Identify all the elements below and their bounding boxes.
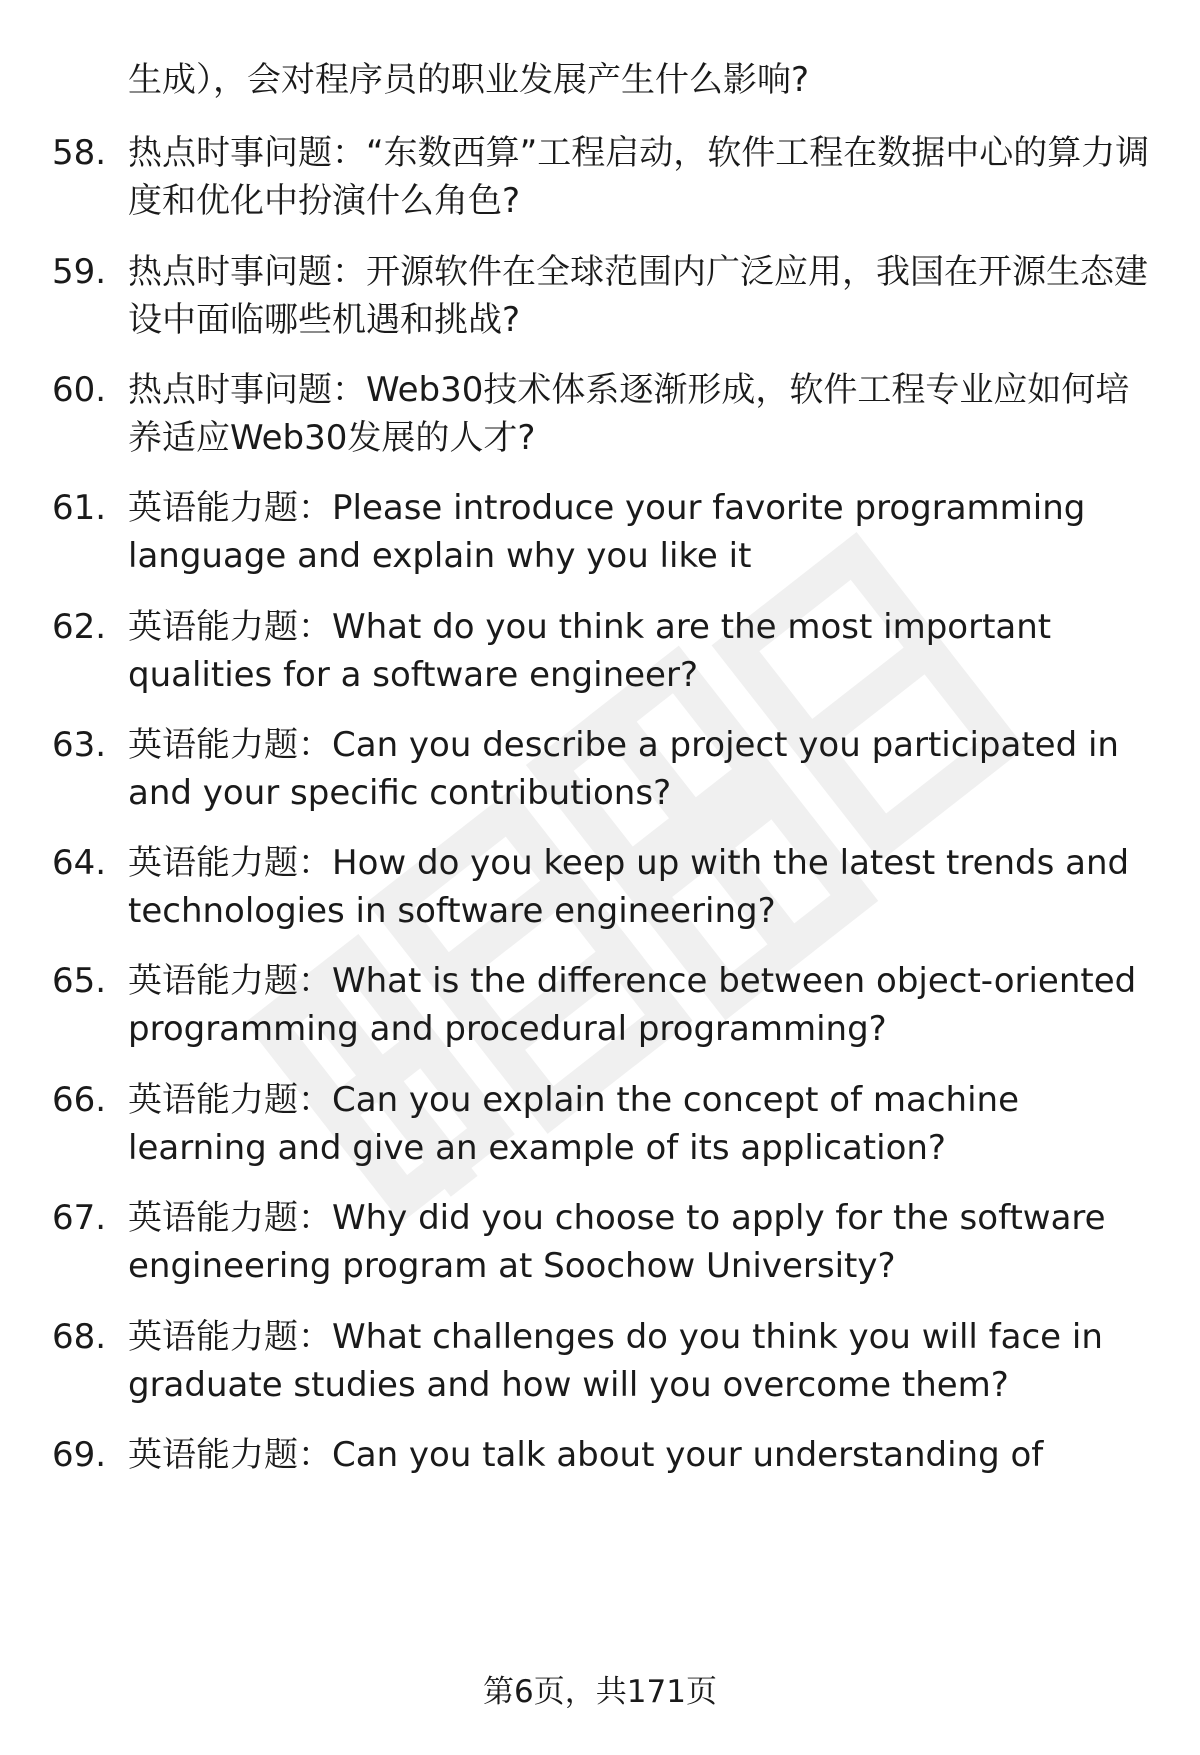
question-body: Web30技术体系逐渐形成，软件工程专业应如何培养适应Web30发展的人才? [128, 370, 1130, 458]
list-item [52, 248, 1162, 344]
question-body: Please introduce your favorite programming language and explain why you like it [128, 488, 1086, 576]
question-category: 英语能力题： [128, 961, 332, 1001]
question-category: 英语能力题： [128, 843, 332, 883]
page-footer: 第6页，共171页 [483, 1674, 717, 1710]
question-text [128, 603, 1162, 699]
question-category: 英语能力题： [128, 725, 332, 765]
question-text [128, 366, 1162, 462]
question-number: 69. [52, 1435, 107, 1475]
question-category: 热点时事问题： [128, 133, 366, 173]
question-text [128, 839, 1162, 935]
question-category: 英语能力题： [128, 1317, 332, 1357]
list-item [52, 366, 1162, 462]
continuation-text: 生成），会对程序员的职业发展产生什么影响? [128, 60, 810, 100]
question-text [128, 1431, 1162, 1479]
question-number: 66. [52, 1080, 107, 1120]
list-item [52, 721, 1162, 817]
question-number: 58. [52, 133, 107, 173]
question-category: 热点时事问题： [128, 370, 366, 410]
question-body: 开源软件在全球范围内广泛应用，我国在开源生态建设中面临哪些机遇和挑战? [128, 252, 1148, 340]
question-body: How do you keep up with the latest trends and technologies in software engineering? [128, 843, 1130, 931]
list-item [52, 603, 1162, 699]
list-item [52, 1431, 1162, 1479]
list-item [52, 957, 1162, 1053]
question-body: “东数西算”工程启动，软件工程在数据中心的算力调度和优化中扮演什么角色? [128, 133, 1150, 221]
question-body: What is the difference between object-oriented programming and procedural programming? [128, 961, 1137, 1049]
list-item [52, 1313, 1162, 1409]
list-item [52, 129, 1162, 225]
question-body: Why did you choose to apply for the software engineering program at Soochow University? [128, 1198, 1106, 1286]
question-number: 64. [52, 843, 107, 883]
question-text [128, 248, 1162, 344]
list-item [52, 1076, 1162, 1172]
question-text [128, 1076, 1162, 1172]
question-body: Can you explain the concept of machine learning and give an example of its application? [128, 1080, 1019, 1168]
question-body: Can you describe a project you participated in and your specific contributions? [128, 725, 1119, 813]
question-text [128, 1313, 1162, 1409]
list-item [52, 484, 1162, 580]
question-category: 英语能力题： [128, 1080, 332, 1120]
list-item [52, 1194, 1162, 1290]
list-item [52, 839, 1162, 935]
question-number: 68. [52, 1317, 107, 1357]
question-number: 62. [52, 607, 107, 647]
question-text [128, 721, 1162, 817]
question-category: 英语能力题： [128, 607, 332, 647]
question-text [128, 1194, 1162, 1290]
question-category: 英语能力题： [128, 1198, 332, 1238]
question-body: What do you think are the most important qualities for a software engineer? [128, 607, 1052, 695]
question-number: 63. [52, 725, 107, 765]
question-category: 英语能力题： [128, 488, 332, 528]
question-text [128, 129, 1162, 225]
question-number: 65. [52, 961, 107, 1001]
question-number: 59. [52, 252, 107, 292]
question-number: 60. [52, 370, 107, 410]
question-number: 67. [52, 1198, 107, 1238]
question-text [128, 957, 1162, 1053]
question-category: 热点时事问题： [128, 252, 366, 292]
question-number: 61. [52, 488, 107, 528]
question-text [128, 484, 1162, 580]
question-body: Can you talk about your understanding of [332, 1435, 1044, 1475]
question-body: What challenges do you think you will face in graduate studies and how will you overcome them? [128, 1317, 1103, 1405]
question-category: 英语能力题： [128, 1435, 332, 1475]
